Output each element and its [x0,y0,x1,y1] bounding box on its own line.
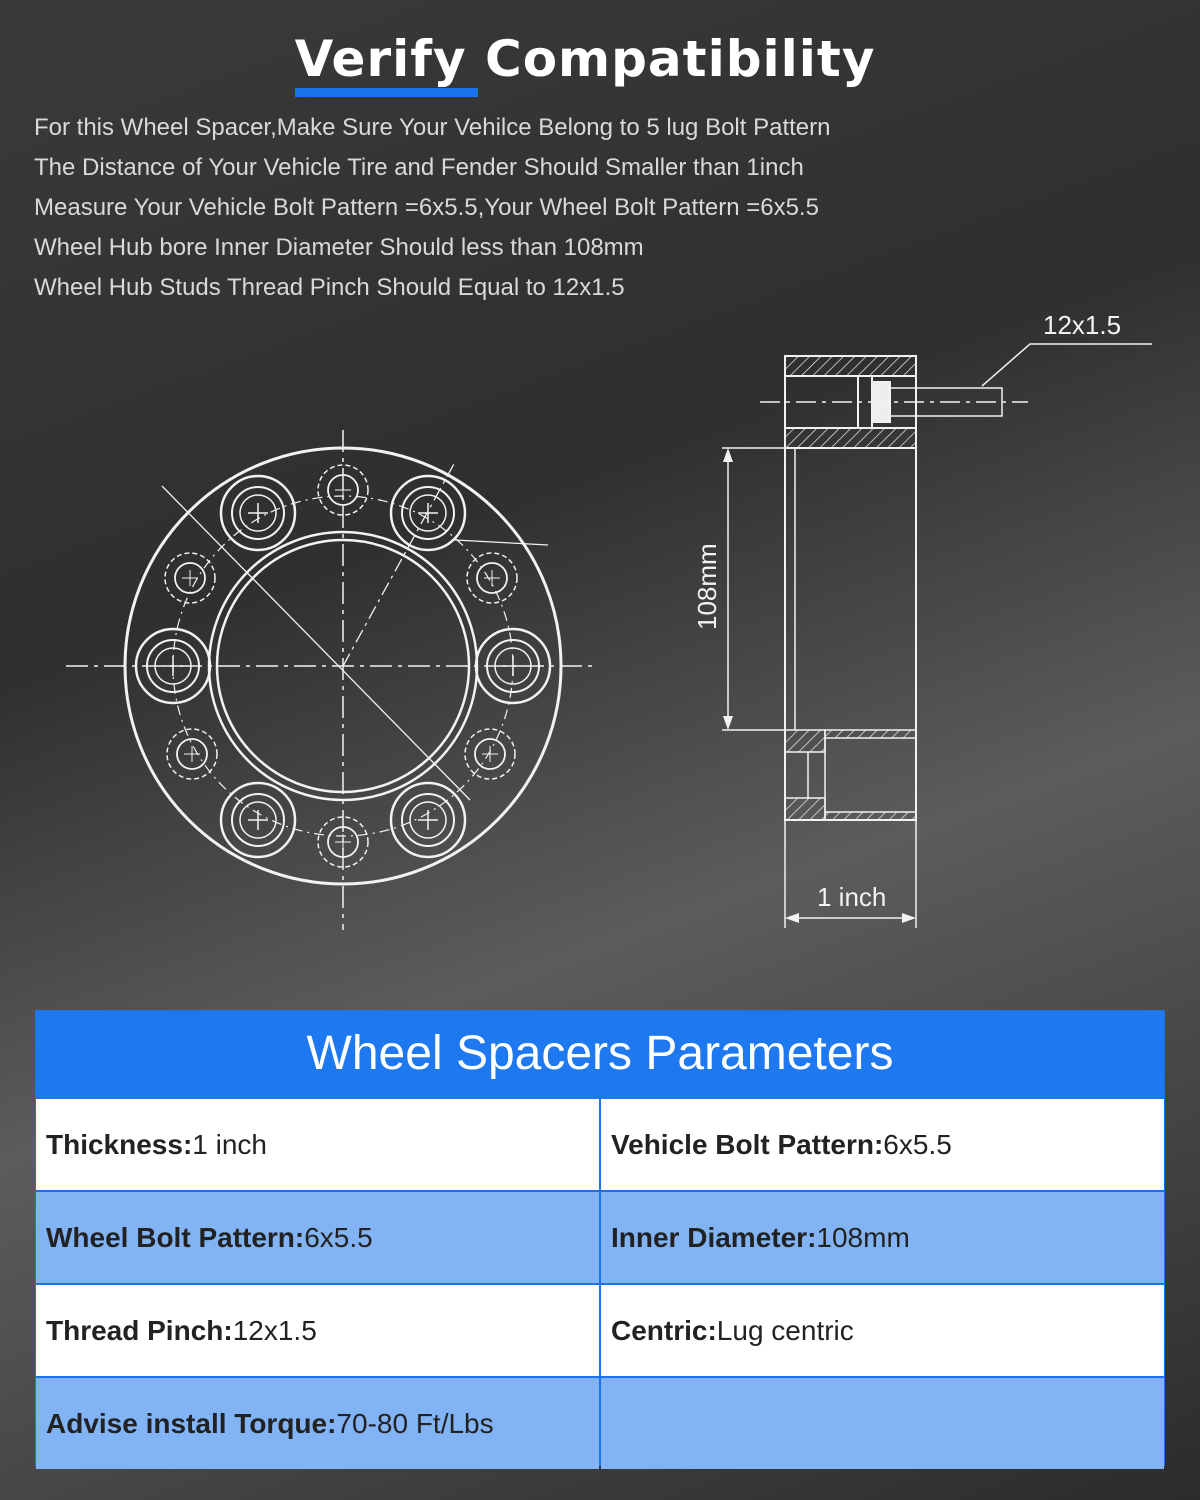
param-value: 6x5.5 [883,1128,952,1160]
wheel-stud-hole [165,553,215,603]
page-title: Verify Compatibility [295,30,876,88]
param-key: Thread Pinch: [46,1314,233,1346]
thread-leader [982,344,1152,386]
param-torque [36,1378,599,1469]
stud-hole [391,476,465,550]
stud-hole [391,783,465,857]
param-vehicle-bolt-pattern [601,1099,1164,1190]
side-leader [455,540,548,545]
stud-hole [221,476,295,550]
param-value: 6x5.5 [304,1221,373,1253]
thread-label: 12x1.5 [1043,310,1122,340]
diameter-leader [162,486,470,800]
wheel-stud-hole [465,729,515,779]
requirement-line: For this Wheel Spacer,Make Sure Your Vehilce Belong to 5 lug Bolt Pattern [34,114,831,141]
param-key: Thickness: [46,1128,193,1160]
wheel-stud-hole [467,553,517,603]
stud-hole [476,629,550,703]
param-value: 108mm [816,1221,910,1253]
wheel-stud-hole [167,729,217,779]
parameters-table [35,1010,1165,1466]
param-wheel-bolt-pattern [36,1192,599,1283]
front-view [66,430,595,930]
param-key: Vehicle Bolt Pattern: [611,1128,884,1160]
requirement-line: Wheel Hub Studs Thread Pinch Should Equal to 12x1.5 [34,274,625,301]
param-key: Inner Diameter: [611,1221,817,1253]
stud-hole [221,783,295,857]
param-value: 12x1.5 [232,1314,317,1346]
parameters-header: Wheel Spacers Parameters [36,1011,1164,1099]
pcd-leader [343,462,455,666]
requirement-line: Wheel Hub bore Inner Diameter Should less than 108mm [34,234,644,261]
param-thread-pinch [36,1285,599,1376]
param-empty [601,1378,1164,1469]
spacer-body [785,448,916,820]
param-value: 70-80 Ft/Lbs [336,1407,494,1439]
param-thickness [36,1099,599,1190]
parameters-grid [36,1099,1164,1469]
diameter-label: 108mm [692,543,722,630]
param-key: Wheel Bolt Pattern: [46,1221,305,1253]
requirement-line: The Distance of Your Vehicle Tire and Fender Should Smaller than 1inch [34,154,804,181]
stud-hole [136,629,210,703]
param-value: 1 inch [192,1128,267,1160]
param-value: Lug centric [716,1314,854,1346]
param-inner-diameter [601,1192,1164,1283]
param-key: Centric: [611,1314,717,1346]
requirement-line: Measure Your Vehicle Bolt Pattern =6x5.5,Your Wheel Bolt Pattern =6x5.5 [34,194,819,221]
thickness-label: 1 inch [817,882,887,912]
side-view [722,344,1152,928]
param-key: Advise install Torque: [46,1407,337,1439]
param-centric [601,1285,1164,1376]
